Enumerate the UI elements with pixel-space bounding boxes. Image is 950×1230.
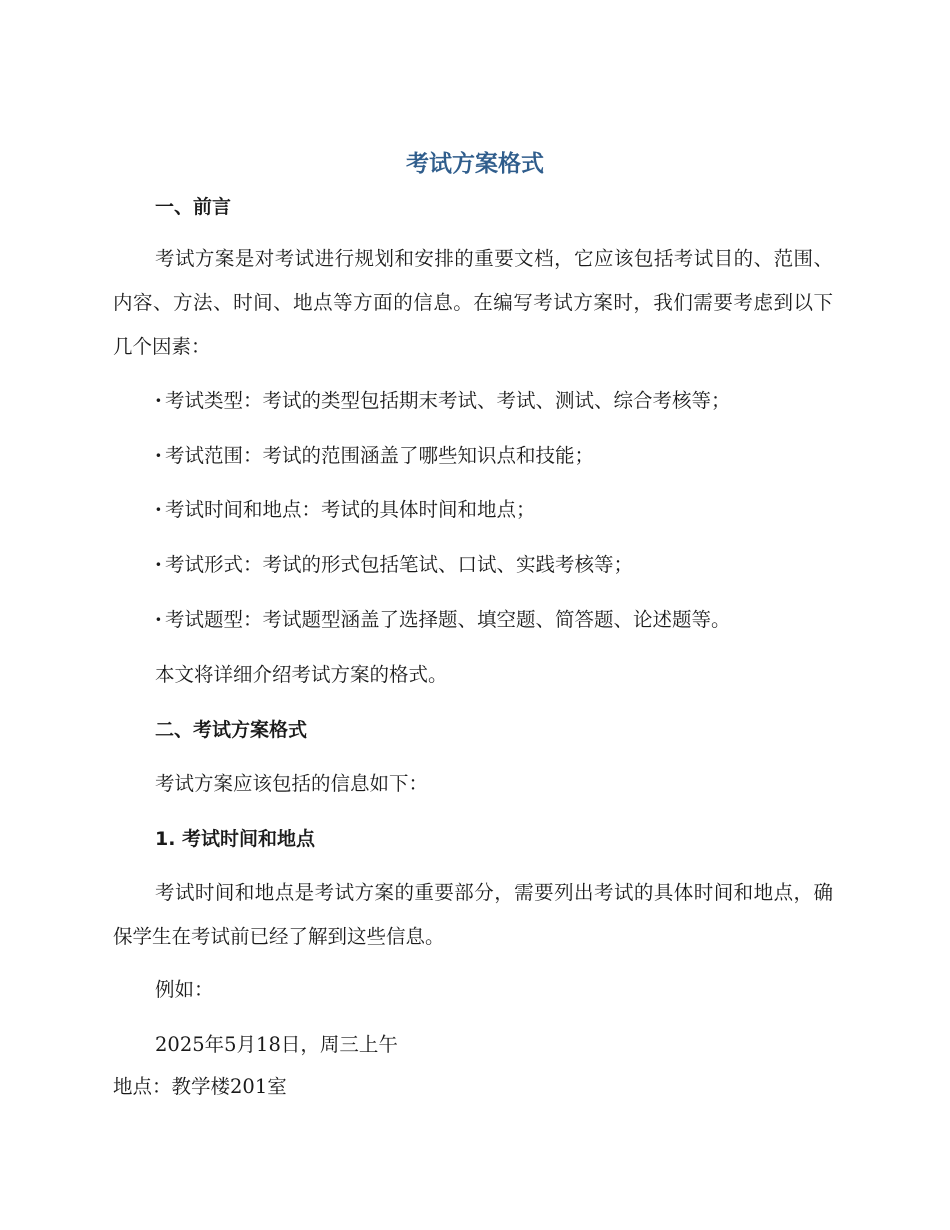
subsection1-paragraph: 考试时间和地点是考试方案的重要部分，需要列出考试的具体时间和地点，确保学生在考试前已经了解到这些信息。 xyxy=(113,881,833,948)
subsection1-heading: 1. 考试时间和地点 xyxy=(155,828,316,850)
section1-closing: 本文将详细介绍考试方案的格式。 xyxy=(155,663,448,686)
bullet-dot-icon: · xyxy=(155,389,162,412)
bullet-dot-icon: · xyxy=(155,444,162,467)
bullet-item xyxy=(155,495,536,525)
bullet-text: 考试范围：考试的范围涵盖了哪些知识点和技能； xyxy=(165,444,595,467)
bullet-dot-icon: · xyxy=(155,498,162,521)
bullet-item xyxy=(155,386,731,416)
bullet-text: 考试时间和地点：考试的具体时间和地点； xyxy=(165,498,536,521)
bullet-item xyxy=(155,605,731,635)
bullet-text: 考试题型：考试题型涵盖了选择题、填空题、简答题、论述题等。 xyxy=(165,608,731,631)
example-time: 2025年5月18日，周三上午 xyxy=(155,1033,398,1056)
bullet-item xyxy=(155,441,594,471)
bullet-text: 考试类型：考试的类型包括期末考试、考试、测试、综合考核等； xyxy=(165,389,731,412)
bullet-dot-icon: · xyxy=(155,553,162,576)
bullet-text: 考试形式：考试的形式包括笔试、口试、实践考核等； xyxy=(165,553,634,576)
section2-heading: 二、考试方案格式 xyxy=(155,719,308,741)
section1-heading: 一、前言 xyxy=(155,196,232,218)
document-title: 考试方案格式 xyxy=(406,151,544,177)
example-label: 例如： xyxy=(155,978,214,1001)
section1-intro-paragraph: 考试方案是对考试进行规划和安排的重要文档，它应该包括考试目的、范围、内容、方法、时间、地点等方面的信息。在编写考试方案时，我们需要考虑到以下几个因素： xyxy=(113,247,833,358)
bullet-item xyxy=(155,550,633,580)
bullet-dot-icon: · xyxy=(155,608,162,631)
example-place: 地点：教学楼201室 xyxy=(113,1075,287,1098)
section2-intro: 考试方案应该包括的信息如下： xyxy=(155,772,429,795)
